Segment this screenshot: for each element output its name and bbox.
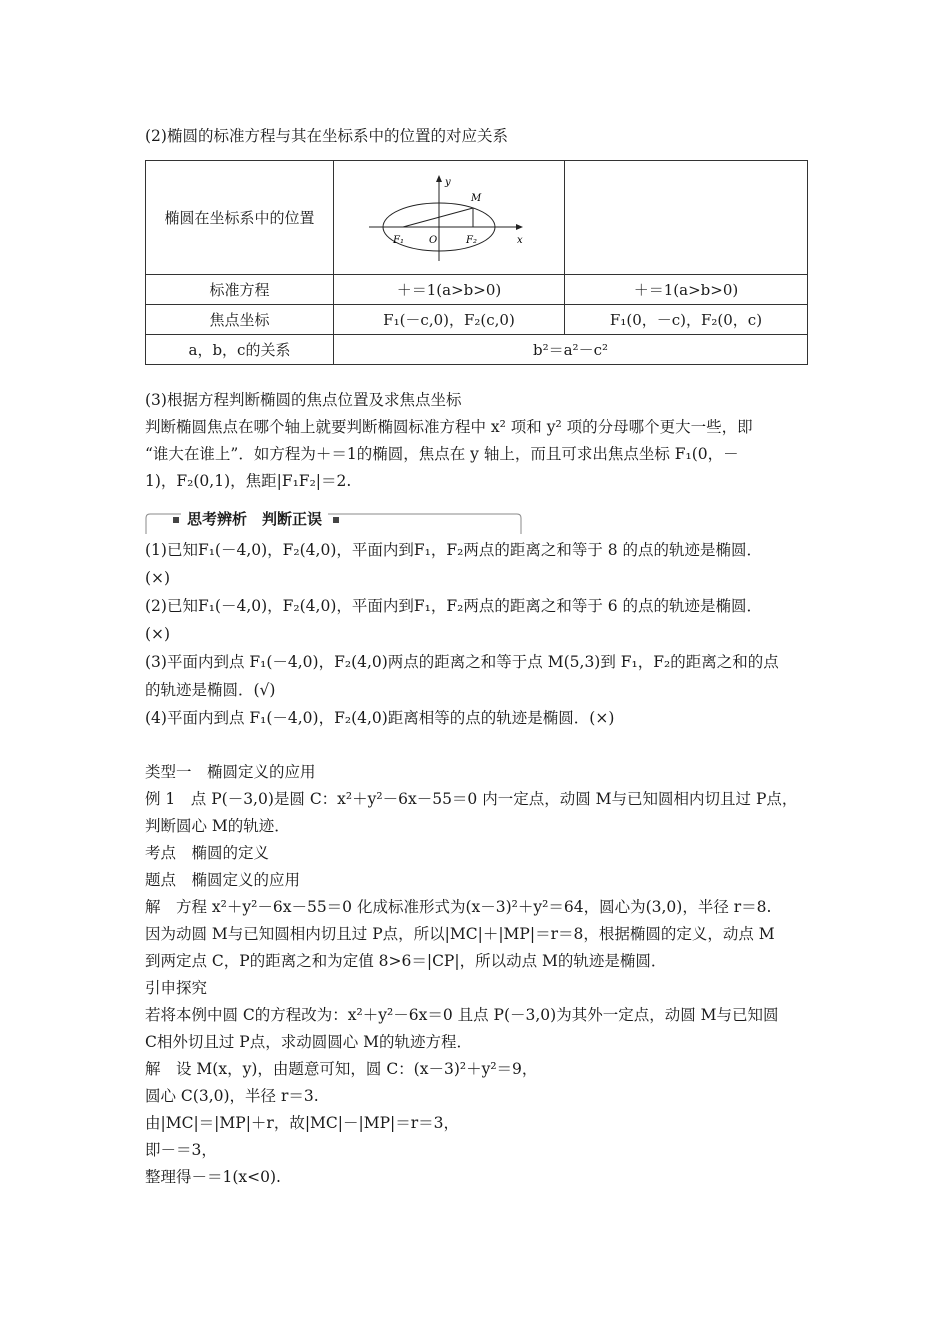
judge-item: (×) <box>145 625 171 643</box>
judge-item: (1)已知F₁(－4,0)，F₂(4,0)，平面内到F₁，F₂两点的距离之和等于 8 的点的轨迹是椭圆． <box>145 541 763 559</box>
header-bullet-right <box>333 517 339 523</box>
section-2-title: (2)椭圆的标准方程与其在坐标系中的位置的对应关系 <box>145 127 508 145</box>
label-f2: F₂ <box>466 234 477 246</box>
body-line: 因为动圆 M与已知圆相内切且过 P点，所以|MC|＋|MP|＝r＝8，根据椭圆的定义，动点 M <box>145 925 775 943</box>
body-line: 即－＝3， <box>145 1141 217 1159</box>
label-x: x <box>517 234 523 246</box>
focus-y-major: F₁(0，－c)，F₂(0，c) <box>565 305 808 335</box>
label-m: M <box>471 192 482 204</box>
row-position-label: 椭圆在坐标系中的位置 <box>146 161 334 275</box>
body-line: 整理得－＝1(x<0). <box>145 1168 281 1186</box>
label-y: y <box>445 176 451 188</box>
judge-item: (2)已知F₁(－4,0)，F₂(4,0)，平面内到F₁，F₂两点的距离之和等于 6 的点的轨迹是椭圆． <box>145 597 763 615</box>
segment-f1-m <box>403 208 473 227</box>
judge-item: (3)平面内到点 F₁(－4,0)，F₂(4,0)两点的距离之和等于点 M(5,3)到 F₁，F₂的距离之和的点 <box>145 653 779 671</box>
think-section-header <box>145 510 525 534</box>
think-header-text: 思考辨析 判断正误 <box>181 510 328 528</box>
body-line: 若将本例中圆 C的方程改为：x²＋y²－6x＝0 且点 P(－3,0)为其外一定点，动圆 M与已知圆 <box>145 1006 779 1024</box>
row-relation-label: a，b，c的关系 <box>146 335 334 365</box>
focus-x-major: F₁(－c,0)，F₂(c,0) <box>334 305 565 335</box>
section3-line-1: (3)根据方程判断椭圆的焦点位置及求焦点坐标 <box>145 391 462 409</box>
body-line: 题点 椭圆定义的应用 <box>145 871 301 889</box>
label-f1: F₁ <box>393 234 404 246</box>
relation-value: b²＝a²－c² <box>334 335 808 365</box>
ellipse-diagram <box>369 173 529 263</box>
body-line: 引申探究 <box>145 979 208 997</box>
section3-line-2: 判断椭圆焦点在哪个轴上就要判断椭圆标准方程中 x² 项和 y² 项的分母哪个更大一些，即 <box>145 418 753 436</box>
body-line: 到两定点 C，P的距离之和为定值 8>6＝|CP|，所以动点 M的轨迹是椭圆． <box>145 952 667 970</box>
ellipse-diagram-cell <box>334 161 565 275</box>
body-line: 考点 椭圆的定义 <box>145 844 270 862</box>
section3-line-3: “谁大在谁上”．如方程为＋＝1的椭圆，焦点在 y 轴上，而且可求出焦点坐标 F₁(0，－ <box>145 445 739 463</box>
equation-y-major: ＋＝1(a>b>0) <box>565 275 808 305</box>
body-line: 解 设 M(x，y)，由题意可知，圆 C：(x－3)²＋y²＝9， <box>145 1060 538 1078</box>
body-line: 类型一 椭圆定义的应用 <box>145 763 316 781</box>
ellipse-position-table <box>145 160 808 365</box>
body-line: 解 方程 x²＋y²－6x－55＝0 化成标准形式为(x－3)²＋y²＝64，圆心为(3,0)，半径 r＝8. <box>145 898 772 916</box>
judge-item: (4)平面内到点 F₁(－4,0)，F₂(4,0)距离相等的点的轨迹是椭圆．(×) <box>145 709 615 727</box>
judge-item: (×) <box>145 569 171 587</box>
header-bullet-left <box>173 517 179 523</box>
label-o: O <box>429 234 438 246</box>
x-axis-arrow <box>516 224 523 230</box>
row-focus-label: 焦点坐标 <box>146 305 334 335</box>
body-line: 例 1 点 P(－3,0)是圆 C：x²＋y²－6x－55＝0 内一定点，动圆 M与已知圆相内切且过 P点， <box>145 790 798 808</box>
body-line: 圆心 C(3,0)，半径 r＝3. <box>145 1087 319 1105</box>
empty-cell <box>565 161 808 275</box>
equation-x-major: ＋＝1(a>b>0) <box>334 275 565 305</box>
row-equation-label: 标准方程 <box>146 275 334 305</box>
body-line: 由|MC|＝|MP|＋r，故|MC|－|MP|＝r＝3， <box>145 1114 460 1132</box>
body-line: 判断圆心 M的轨迹． <box>145 817 290 835</box>
judge-item: 的轨迹是椭圆．(√) <box>145 681 276 699</box>
body-line: C相外切且过 P点，求动圆圆心 M的轨迹方程． <box>145 1033 473 1051</box>
y-axis-arrow <box>436 175 442 182</box>
section3-line-4: 1)，F₂(0,1)，焦距|F₁F₂|＝2. <box>145 472 352 490</box>
